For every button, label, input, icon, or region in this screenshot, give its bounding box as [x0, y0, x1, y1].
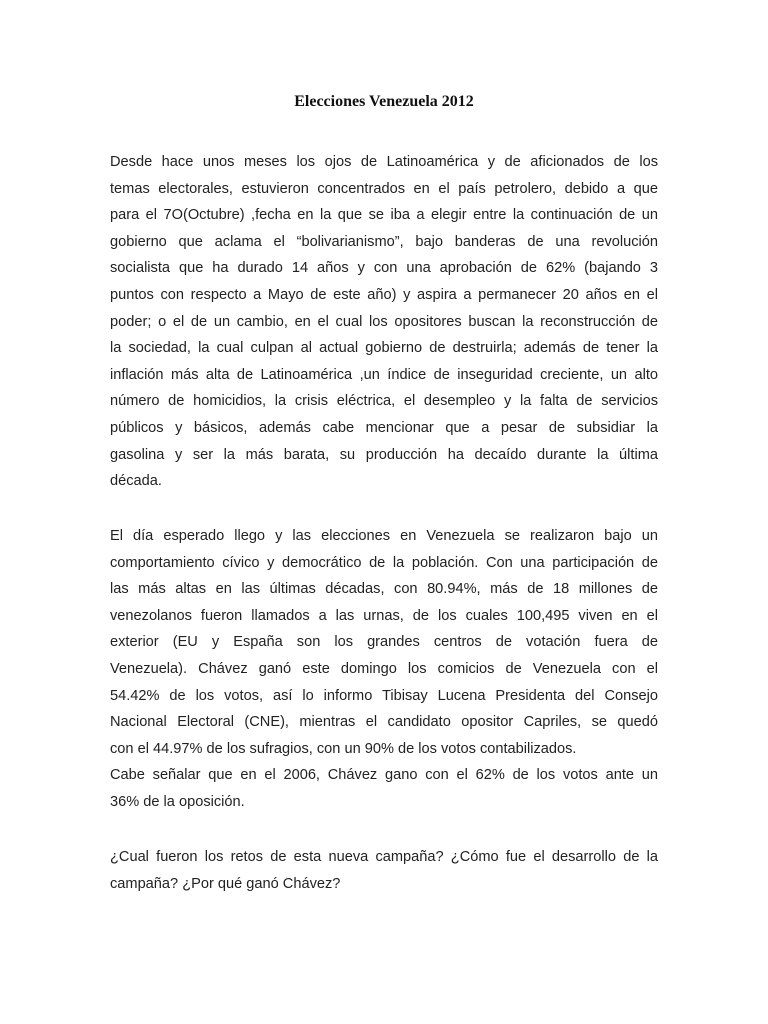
text-line: campaña? ¿Por qué ganó Chávez? — [110, 875, 341, 892]
paragraph-results-text — [110, 523, 658, 816]
text-line: temas electorales, estuvieron concentrados en el país petrolero, debido a que — [110, 180, 658, 197]
paragraph-intro-text — [110, 149, 658, 495]
text-line: década. — [110, 473, 162, 490]
text-line: puntos con respecto a Mayo de este año) y aspira a permanecer 20 años en el — [110, 286, 658, 303]
text-line: las más altas en las últimas décadas, con 80.94%, más de 18 millones de — [110, 581, 658, 598]
text-line: 54.42% de los votos, así lo informo Tibisay Lucena Presidenta del Consejo — [110, 687, 658, 704]
text-line: para el 7O(Octubre) ,fecha en la que se iba a elegir entre la continuación de un — [110, 207, 658, 224]
text-line: poder; o el de un cambio, en el cual los opositores buscan la reconstrucción de — [110, 313, 658, 330]
text-line: Venezuela). Chávez ganó este domingo los comicios de Venezuela con el — [110, 660, 658, 677]
text-line: públicos y básicos, además cabe mencionar que a pesar de subsidiar la — [110, 419, 658, 436]
text-line: El día esperado llego y las elecciones en Venezuela se realizaron bajo un — [110, 528, 658, 544]
document-title: Elecciones Venezuela 2012 — [294, 93, 474, 110]
text-line: inflación más alta de Latinoamérica ,un índice de inseguridad creciente, un alto — [110, 366, 658, 383]
text-line: socialista que ha durado 14 años y con una aprobación de 62% (bajando 3 — [110, 260, 658, 277]
text-line: número de homicidios, la crisis eléctrica, el desempleo y la falta de servicios — [110, 393, 658, 410]
text-line: con el 44.97% de los sufragios, con un 90% de los votos contabilizados. — [110, 740, 577, 757]
paragraph-results — [110, 523, 658, 816]
paragraph-questions-text — [110, 844, 658, 897]
text-line: comportamiento cívico y democrático de la población. Con una participación de — [110, 554, 658, 571]
paragraph-questions — [110, 844, 658, 897]
text-line: ¿Cual fueron los retos de esta nueva campaña? ¿Cómo fue el desarrollo de la — [110, 849, 658, 865]
text-line: gasolina y ser la más barata, su producción ha decaído durante la última — [110, 446, 658, 463]
text-line: exterior (EU y España son los grandes centros de votación fuera de — [110, 634, 658, 651]
text-line: venezolanos fueron llamados a las urnas, de los cuales 100,495 viven en el — [110, 607, 658, 624]
text-line: Nacional Electoral (CNE), mientras el candidato opositor Capriles, se quedó — [110, 714, 658, 731]
text-line: Desde hace unos meses los ojos de Latinoamérica y de aficionados de los — [110, 154, 658, 170]
text-line: Cabe señalar que en el 2006, Chávez gano con el 62% de los votos ante un — [110, 767, 658, 784]
paragraph-intro — [110, 149, 658, 495]
text-line: la sociedad, la cual culpan al actual gobierno de destruirla; además de tener la — [110, 340, 658, 357]
text-line: 36% de la oposición. — [110, 793, 245, 810]
text-line: gobierno que aclama el “bolivarianismo”, bajo banderas de una revolución — [110, 233, 658, 250]
